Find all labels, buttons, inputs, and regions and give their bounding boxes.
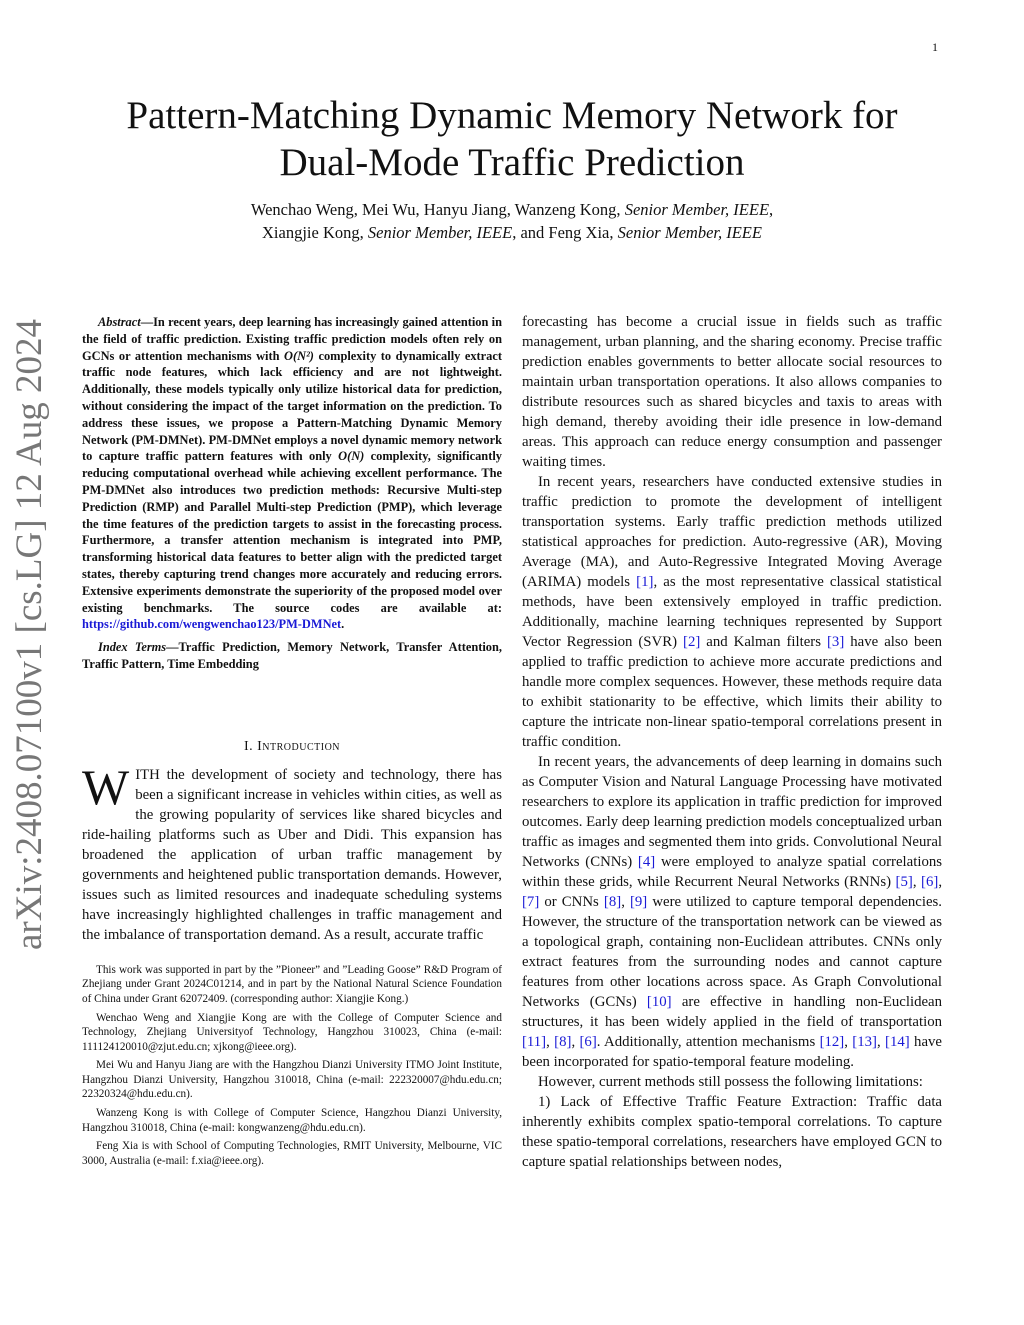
- p2-text-a: In recent years, researchers have conducted extensive studies in traffic prediction to promote the development of intelligent transportation systems. Early traffic prediction methods utilized statistical approaches for prediction. Auto-regressive (AR), Moving Average (MA), and Auto-Regressive Integrated Moving Average (ARIMA) models: [522, 474, 942, 590]
- citation-5[interactable]: [5]: [895, 874, 913, 890]
- citation-6[interactable]: [6]: [921, 874, 939, 890]
- p3-text-b: were employed to analyze spatial correlations within these grids, while Recurrent Neural Networks (RNNs): [522, 854, 942, 890]
- footnote-affiliation-2: Mei Wu and Hanyu Jiang are with the Hangzhou Dianzi University ITMO Joint Institute, Hangzhou Dianzi University, Hangzhou 310018, China (e-mail: 222320007@hdu.edu.cn; 22320324@hdu.edu.cn).: [82, 1059, 502, 1101]
- citation-11[interactable]: [11]: [522, 1034, 547, 1050]
- index-terms-label: Index Terms: [98, 640, 167, 655]
- page-number: 1: [932, 40, 938, 54]
- footnotes: [82, 963, 502, 1169]
- authors-line1-role: Senior Member, IEEE: [624, 200, 770, 219]
- right-paragraph-5: 1) Lack of Effective Traffic Feature Extraction: Traffic data inherently exhibits complex spatio-temporal correlations. To capture these spatio-temporal correlations, researchers have employed GCN to capture spatial relationships between nodes,: [522, 1094, 942, 1170]
- abstract-text-3: complexity, significantly reducing computational overhead while achieving excellent performance. The PM-DMNet also introduces two prediction methods: Recursive Multi-step Prediction (RMP) and Parallel Multi-step Prediction (PMP), which leverage the time features of the prediction targets to assist in the forecasting process. Furthermore, a transfer attention mechanism is integrated into PMP, transforming historical data features to better align with the predicted target states, thereby capturing trend changes more accurately and reducing errors. Extensive experiments demonstrate the superiority of the proposed model over existing benchmarks. The source codes are available at:: [82, 449, 502, 615]
- arxiv-stamp: arXiv:2408.07100v1 [cs.LG] 12 Aug 2024: [9, 319, 50, 950]
- citation-3[interactable]: [3]: [827, 634, 845, 650]
- authors-line2-role-a: Senior Member, IEEE: [367, 223, 513, 242]
- dropcap-letter: W: [82, 758, 130, 815]
- footnote-affiliation-3: Wanzeng Kong is with College of Computer Science, Hangzhou Dianzi University, Hangzhou 310018, China (e-mail: kongwanzeng@hdu.edu.cn).: [82, 1107, 502, 1134]
- abstract-dash: —: [140, 315, 154, 329]
- citation-2[interactable]: [2]: [683, 634, 701, 650]
- citation-8-repeat[interactable]: [8]: [554, 1034, 572, 1050]
- abstract-text-1: In recent years, deep learning has increasingly gained attention in the field of traffic prediction. Existing traffic prediction models often rely on GCNs or attention mechanisms with: [82, 315, 502, 363]
- right-paragraph-2: [522, 472, 942, 752]
- abstract: [82, 314, 502, 633]
- right-column: [522, 312, 942, 1172]
- footnote-funding: This work was supported in part by the ”Pioneer” and ”Leading Goose” R&D Program of Zhejiang under Grant 2024C01214, and in part by the National Natural Science Foundation of China under Grant 62072409. (corresponding author: Xiangjie Kong.): [82, 963, 502, 1005]
- citation-1[interactable]: [1]: [636, 574, 654, 590]
- abstract-text-2: complexity to dynamically extract traffic node features, which lack efficiency and are not lightweight. Additionally, these models typically only utilize historical data for prediction, without considering the impact of the target information on the prediction. To address these issues, we propose a Pattern-Matching Dynamic Memory Network (PM-DMNet). PM-DMNet employs a novel dynamic memory network to capture traffic pattern features with only: [82, 348, 502, 464]
- citation-10[interactable]: [10]: [646, 994, 672, 1010]
- intro-paragraph-1: [82, 758, 502, 945]
- p2-text-b: , as the most representative classical statistical methods, have been extensively employed in traffic prediction. Additionally, machine learning techniques represented by Support Vector Regression (SVR): [522, 574, 943, 650]
- p3-text-e: are effective in handling non-Euclidean structures, it has been widely applied in the field of transportation: [522, 994, 942, 1030]
- abstract-math-on2: O(N²): [284, 348, 314, 363]
- right-paragraph-4: However, current methods still possess the following limitations:: [538, 1074, 923, 1090]
- abstract-end: .: [341, 617, 345, 632]
- citation-8[interactable]: [8]: [603, 894, 622, 910]
- p3-text-d: were utilized to capture temporal dependencies. However, the structure of the transportation network can be viewed as a topological graph, containing non-Euclidean attributes. CNNs only extract features from the surrounding nodes and cannot capture features from other locations across space. As Graph Convolutional Networks (GCNs): [522, 894, 943, 1010]
- citation-4[interactable]: [4]: [637, 854, 656, 870]
- paper-title: [60, 92, 964, 186]
- footnote-affiliation-4: Feng Xia is with School of Computing Technologies, RMIT University, Melbourne, VIC 3000, Australia (e-mail: f.xia@ieee.org).: [82, 1140, 502, 1167]
- right-paragraph-3: In recent years, the advancements of deep learning in domains such as Computer Vision and Natural Language Processing have motivated researchers to explore its application in traffic prediction for improved outcomes. Early deep learning prediction models conceptualized urban traffic as images and segmented them into grids. Convolutional Neural Networks (CNNs) [4] were employed to analyze spatial correlations within these grids, while Recurrent Neural Networks (RNNs) [5], [6], [7] or CNNs [8], [9] were utilized to capture temporal dependencies. However, the structure of the transportation network can be viewed as a topological graph, containing non-Euclidean attributes. CNNs only extract features from the surrounding nodes and cannot capture features from other locations across space. As Graph Convolutional Networks (GCNs) [10] are effective in handling non-Euclidean structures, it has been widely applied in the field of transportation [11], [8], [6]. Additionally, attention mechanisms [12], [13], [14] have been incorporated for spatio-temporal feature modeling.: [522, 754, 943, 1070]
- authors-line1-names: Wenchao Weng, Mei Wu, Hanyu Jiang, Wanzeng Kong,: [250, 200, 621, 219]
- section-number: I.: [243, 738, 254, 754]
- title-line-1: Pattern-Matching Dynamic Memory Network for: [126, 94, 898, 137]
- intro-paragraph-1-text: ITH the development of society and technology, there has been a significant increase in vehicles within cities, as well as the growing popularity of services like shared bicycles and ride-hailing platforms such as Uber and Didi. This expansion has broadened the application of urban traffic management by governments and heightened public transportation demands. However, issues such as limited resources and inadequate scheduling systems have increasingly highlighted challenges in traffic management and the imbalance of transportation demand. As a result, accurate traffic: [82, 766, 502, 943]
- authors-line2-name-a: Xiangjie Kong,: [262, 223, 364, 242]
- p3-text-c: or CNNs: [544, 894, 599, 910]
- p2-text-d: have also been applied to traffic prediction to achieve more accurate predictions and handle more complex sequences. However, these methods require data to exhibit stationarity to be effective, which limits their ability to capture the intricate non-linear spatio-temporal correlations present in traffic condition.: [522, 634, 942, 750]
- citation-12[interactable]: [12]: [819, 1034, 845, 1050]
- footnote-affiliation-1: Wenchao Weng and Xiangjie Kong are with the College of Computer Science and Technology, Zhejiang Universityof Technology, Hangzhou 310023, China (e-mail: 111124120010@zjut.edu.cn; xjkong@ieee.org).: [82, 1011, 502, 1053]
- p3-text-g: have been incorporated for spatio-temporal feature modeling.: [522, 1034, 942, 1070]
- left-column: [82, 314, 502, 1172]
- citation-13[interactable]: [13]: [852, 1034, 877, 1050]
- section-heading-introduction: [82, 739, 502, 755]
- source-code-link[interactable]: https://github.com/wengwenchao123/PM-DMNet: [82, 617, 342, 632]
- citation-6-repeat[interactable]: [6]: [579, 1034, 597, 1050]
- authors-line2-mid: , and Feng Xia,: [512, 223, 614, 242]
- abstract-math-on: O(N): [338, 449, 365, 464]
- p3-text-a: In recent years, the advancements of deep learning in domains such as Computer Vision and Natural Language Processing have motivated researchers to explore its application in traffic prediction for improved outcomes. Early deep learning prediction models conceptualized urban traffic as images and segmented them into grids. Convolutional Neural Networks (CNNs): [522, 754, 942, 870]
- authors-line2-role-b: Senior Member, IEEE: [617, 223, 762, 242]
- p2-text-c: and Kalman filters: [706, 634, 821, 650]
- section-title: Introduction: [257, 738, 341, 754]
- title-line-2: Dual-Mode Traffic Prediction: [279, 141, 745, 184]
- abstract-label: Abstract: [98, 315, 141, 329]
- citation-7[interactable]: [7]: [522, 894, 540, 910]
- citation-9[interactable]: [9]: [629, 894, 648, 910]
- citation-14[interactable]: [14]: [885, 1034, 910, 1050]
- authors-line1-end: ,: [769, 200, 774, 219]
- index-terms-dash: —: [166, 640, 179, 655]
- p3-text-f: Additionally, attention mechanisms: [604, 1034, 816, 1050]
- author-list: [60, 198, 964, 244]
- index-terms: [82, 639, 502, 673]
- right-paragraph-1: forecasting has become a crucial issue in fields such as traffic management, urban planning, and the sharing economy. Precise traffic prediction enables governments to better allocate social resources to maintain urban transportation operations. It also allows companies to distribute resources such as shared bicycles and taxis to areas with high demand, thereby avoiding their idle presence in low-demand areas. This approach can reduce energy consumption and passenger waiting times.: [522, 314, 942, 470]
- index-terms-text: Traffic Prediction, Memory Network, Transfer Attention, Traffic Pattern, Time Embedding: [82, 640, 502, 671]
